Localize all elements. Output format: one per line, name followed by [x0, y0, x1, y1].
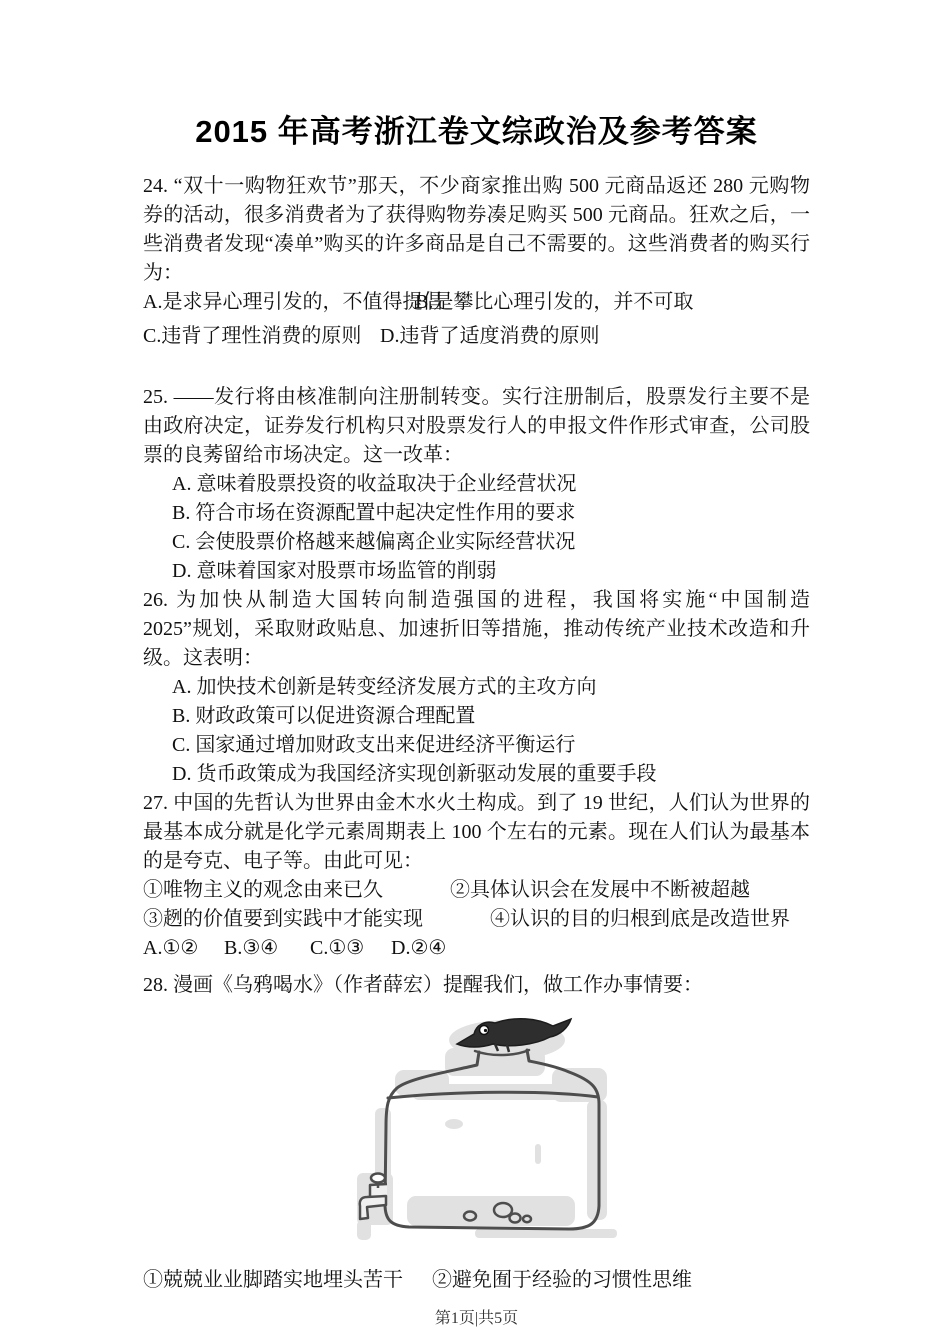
question-27-items-row-2 — [143, 905, 810, 934]
question-27-answer-d: D.②④ — [391, 937, 447, 959]
question-24-options-row-cd — [143, 322, 810, 351]
question-25-option-d: D. 意味着国家对股票市场监管的削弱 — [172, 560, 497, 582]
question-27-answers-row — [143, 934, 810, 963]
question-27-item-1: ①唯物主义的观念由来已久 — [143, 879, 383, 901]
crow-drinking-water-cartoon-svg — [357, 1008, 657, 1256]
page-title: 2015 年高考浙江卷文综政治及参考答案 — [195, 114, 758, 149]
question-25-option-c: C. 会使股票价格越来越偏离企业实际经营状况 — [172, 531, 576, 553]
page-number-footer: 第1页|共5页 — [434, 1310, 519, 1327]
question-27-stem: 27. 中国的先哲认为世界由金木水火土构成。到了 19 世纪，人们认为世界的最基本成分就是化学元素周期表上 100 个左右的元素。现在人们认为最基本的是夸克、电子等。由此可见： — [143, 792, 810, 872]
question-27-answer-c: C.①③ — [310, 937, 365, 959]
question-24-option-c: C.违背了理性消费的原则 — [143, 325, 362, 347]
question-24-options-row-ab — [143, 288, 810, 317]
question-27-items-row-1 — [143, 876, 810, 905]
question-28-item-2: ②避免囿于经验的习惯性思维 — [432, 1269, 692, 1291]
question-26-option-a: A. 加快技术创新是转变经济发展方式的主攻方向 — [172, 676, 597, 698]
question-27-item-3: ③趔的价值要到实践中才能实现 — [143, 908, 423, 930]
question-24-stem: 24. “双十一购物狂欢节”那天，不少商家推出购 500 元商品返还 280 元购物券的活动，很多消费者为了获得购物券凑足购买 500 元商品。狂欢之后，一些消费者发现“凑单”购买的许多商品是自己不需要的。这些消费者的购买行为： — [143, 175, 810, 284]
question-27 — [143, 789, 810, 963]
question-24 — [143, 172, 810, 351]
question-25 — [143, 383, 810, 586]
question-26 — [143, 586, 830, 789]
question-27-item-2: ②具体认识会在发展中不断被超越 — [450, 879, 750, 901]
question-24-option-b: B.是攀比心理引发的，并不可取 — [415, 291, 694, 313]
crow-drinking-water-cartoon — [143, 1008, 810, 1256]
question-27-answer-a: A.①② — [143, 937, 199, 959]
question-25-option-b: B. 符合市场在资源配置中起决定性作用的要求 — [172, 502, 576, 524]
question-25-option-a: A. 意味着股票投资的收益取决于企业经营状况 — [172, 473, 577, 495]
question-28 — [143, 971, 810, 1295]
question-24-option-d: D.违背了适度消费的原则 — [380, 325, 600, 347]
question-28-item-1: ①兢兢业业脚踏实地埋头苦干 — [143, 1269, 403, 1291]
question-27-answer-b: B.③④ — [224, 937, 279, 959]
question-28-items-row — [143, 1266, 810, 1295]
question-26-option-c: C. 国家通过增加财政支出来促进经济平衡运行 — [172, 734, 576, 756]
question-26-option-b: B. 财政政策可以促进资源合理配置 — [172, 705, 476, 727]
question-25-stem: 25. ——发行将由核准制向注册制转变。实行注册制后，股票发行主要不是由政府决定，证券发行机构只对股票发行人的申报文件作形式审查，公司股票的良莠留给市场决定。这一改革： — [143, 386, 810, 466]
question-27-item-4: ④认识的目的归根到底是改造世界 — [490, 908, 790, 930]
question-24-option-a: A.是求异心理引发的，不值得提倡 — [143, 291, 443, 313]
question-26-option-d: D. 货币政策成为我国经济实现创新驱动发展的重要手段 — [172, 763, 657, 785]
question-28-stem: 28. 漫画《乌鸦喝水》（作者薛宏）提醒我们，做工作办事情要： — [143, 974, 703, 996]
question-26-stem: 26. 为加快从制造大国转向制造强国的进程，我国将实施“中国制造 2025”规划，采取财政贴息、加速折旧等措施，推动传统产业技术改造和升级。这表明： — [143, 589, 830, 669]
